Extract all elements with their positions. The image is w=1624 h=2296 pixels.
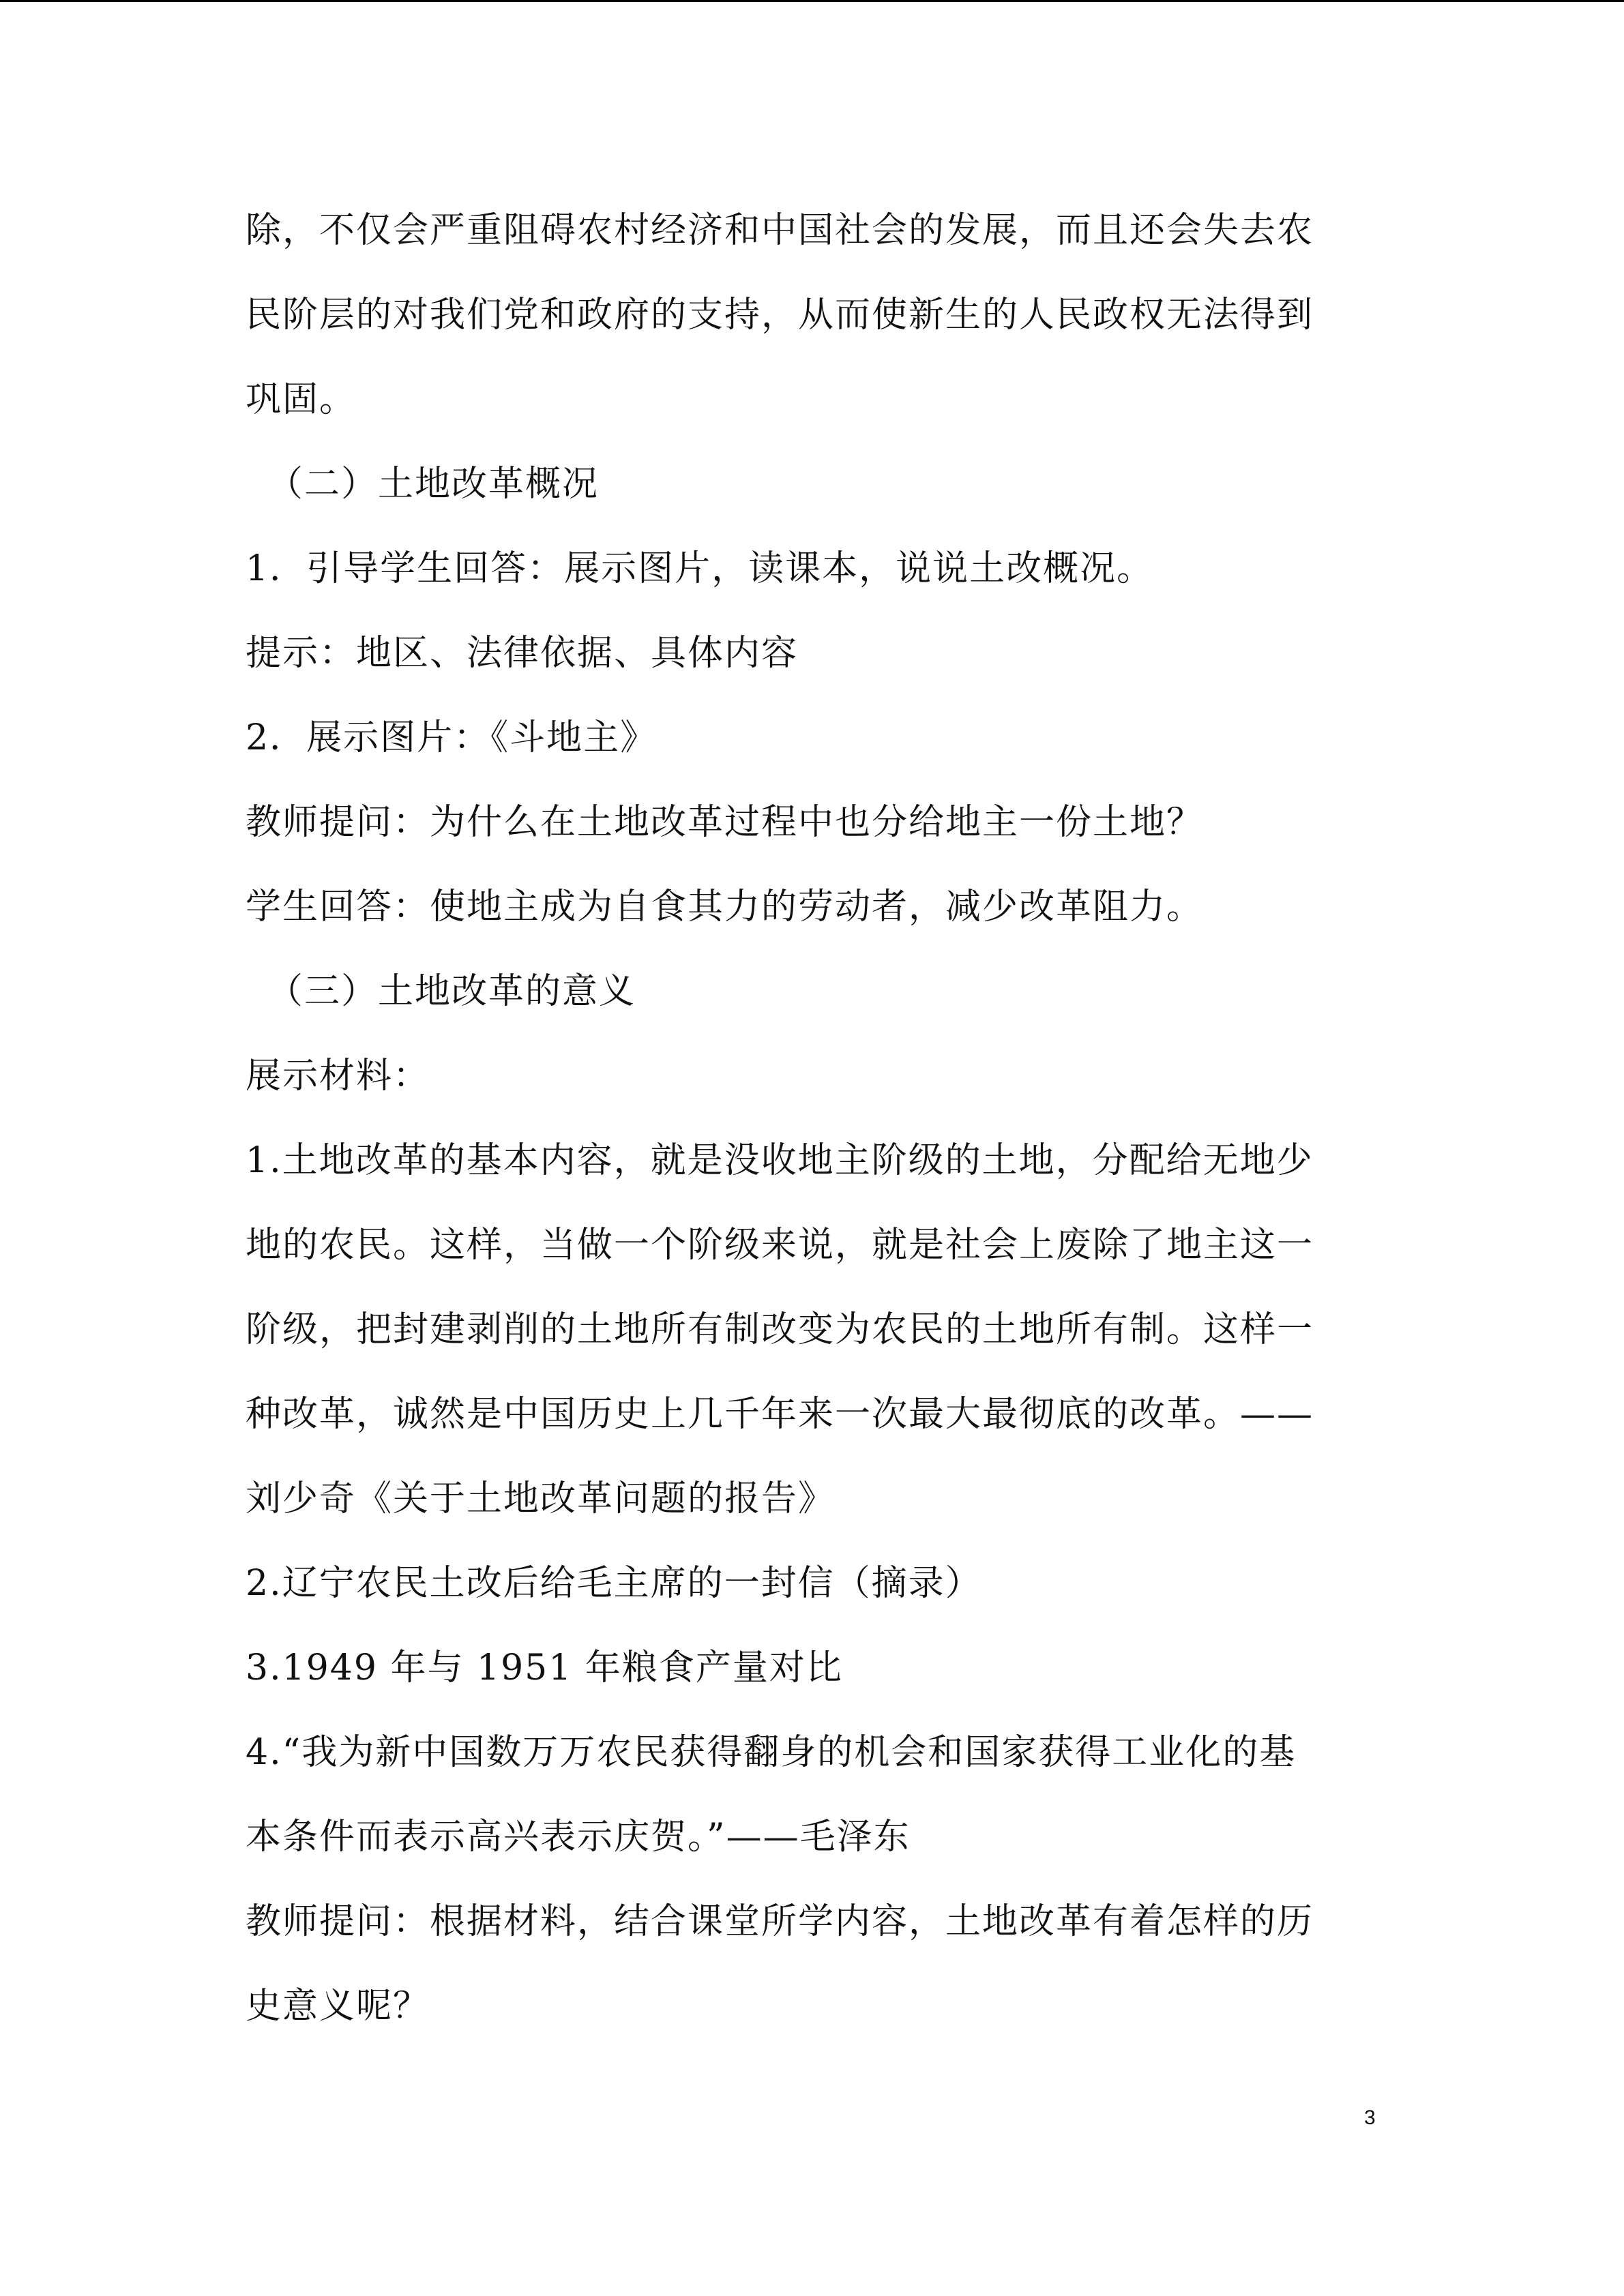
page-body: [246, 210, 1378, 2070]
body-text-line: 学生回答：使地主成为自食其力的劳动者，减少改革阻力。: [246, 886, 1204, 927]
body-text-line: 2.辽宁农民土改后给毛主席的一封信（摘录）: [246, 1563, 982, 1604]
body-text-line: 地的农民。这样，当做一个阶级来说，就是社会上废除了地主这一: [246, 1225, 1314, 1266]
body-text-line: 史意义呢？: [246, 1986, 430, 2027]
body-text-line: 教师提问：根据材料，结合课堂所学内容，土地改革有着怎样的历: [246, 1901, 1314, 1942]
body-text-line: 展示材料：: [246, 1056, 430, 1097]
page-number: 3: [1364, 2106, 1376, 2129]
body-text-line: 阶级，把封建剥削的土地所有制改变为农民的土地所有制。这样一: [246, 1309, 1314, 1350]
body-text-line: 4.“我为新中国数万万农民获得翻身的机会和国家获得工业化的基: [246, 1732, 1297, 1773]
body-text-line: 民阶层的对我们党和政府的支持，从而使新生的人民政权无法得到: [246, 295, 1314, 336]
body-text-line: 教师提问：为什么在土地改革过程中也分给地主一份土地？: [246, 802, 1204, 843]
section-heading-land-reform-overview: （二）土地改革概况: [267, 464, 600, 505]
body-text-line: 巩固。: [246, 379, 357, 420]
body-text-line: 1．引导学生回答：展示图片，读课本，说说土改概况。: [246, 548, 1154, 589]
body-text-line: 除，不仅会严重阻碍农村经济和中国社会的发展，而且还会失去农: [246, 210, 1314, 251]
body-text-line: 3.1949 年与 1951 年粮食产量对比: [246, 1648, 843, 1688]
body-text-line: 1.土地改革的基本内容，就是没收地主阶级的土地，分配给无地少: [246, 1140, 1314, 1181]
section-heading-land-reform-significance: （三）土地改革的意义: [267, 971, 636, 1012]
body-text-line: 种改革，诚然是中国历史上几千年来一次最大最彻底的改革。——: [246, 1394, 1314, 1435]
body-text-line: 刘少奇《关于土地改革问题的报告》: [246, 1478, 836, 1519]
body-text-line: 提示：地区、法律依据、具体内容: [246, 633, 799, 674]
body-text-line: 2．展示图片：《斗地主》: [246, 717, 658, 758]
body-text-line: 本条件而表示高兴表示庆贺。”——毛泽东: [246, 1817, 911, 1858]
